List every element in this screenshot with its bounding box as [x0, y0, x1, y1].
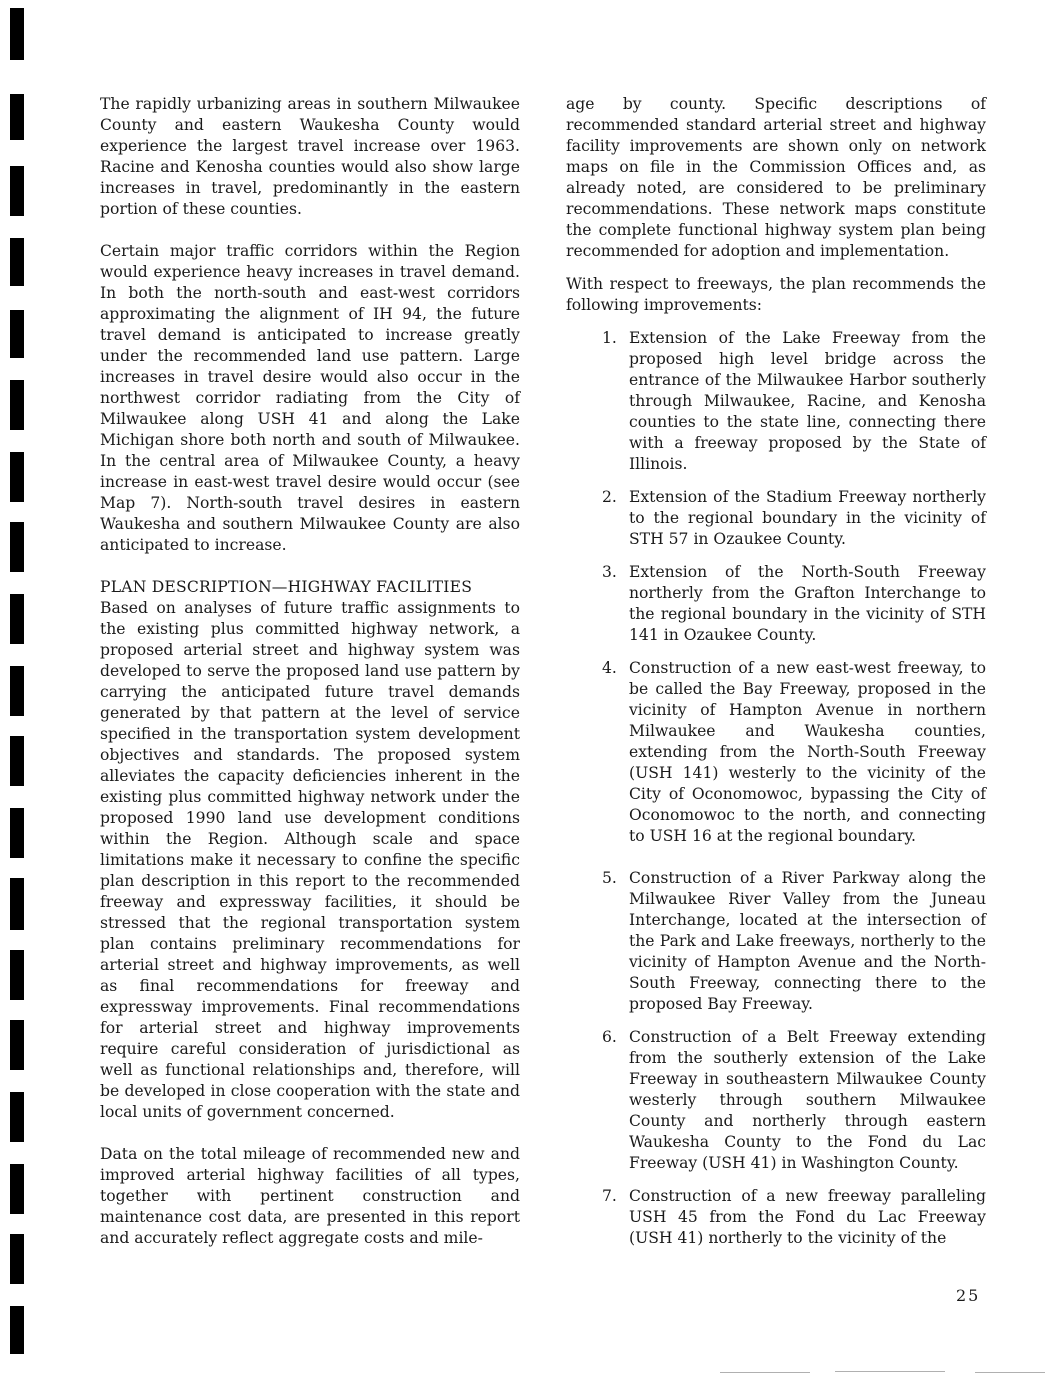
paragraph-freeway-intro: With respect to freeways, the plan recommends the following improvements: [566, 275, 986, 314]
binding-hole [10, 1092, 24, 1142]
list-item-number: 2. [602, 488, 617, 506]
binding-hole [10, 1164, 24, 1214]
binding-hole [10, 1020, 24, 1070]
list-item-number: 7. [602, 1187, 617, 1205]
page-number: 25 [956, 1286, 981, 1305]
binding-hole [10, 522, 24, 572]
list-item-number: 3. [602, 563, 617, 581]
scan-artifact [975, 1372, 1045, 1373]
scan-artifact [720, 1372, 810, 1373]
binding-hole [10, 666, 24, 716]
paragraph-plan-description: Based on analyses of future traffic assignments to the existing plus committed highway network, a proposed arterial street and highway system was developed to serve the proposed land use pattern by carrying the anticipated future travel demands generated by that pattern at the level of service specified in the transportation system development objectives and standards. The proposed system alleviates the capacity deficiencies inherent in the existing plus committed highway network under the proposed 1990 land use development conditions within the Region. Although scale and space limitations make it necessary to confine the specific plan description in this report to the recommended freeway and expressway facilities, it should be stressed that the regional transportation system plan contains preliminary recommendations for arterial street and highway improvements, as well as final recommendations for freeway and expressway improvements. Final recommendations for arterial street and highway improvements require careful consideration of jurisdictional as well as functional relationships and, therefore, will be developed in close cooperation with the state and local units of government concerned. [100, 599, 520, 1121]
list-item [566, 1027, 986, 1174]
binding-hole [10, 950, 24, 1000]
list-item [566, 328, 986, 475]
list-item-number: 6. [602, 1028, 617, 1046]
list-item [566, 562, 986, 646]
list-item [566, 868, 986, 1015]
binding-hole [10, 8, 24, 60]
list-item-text: Construction of a River Parkway along the Milwaukee River Valley from the Juneau Interchange, located at the intersection of the Park and Lake freeways, northerly to the vicinity of Hampton Avenue and the North-South Freeway, connecting there to the proposed Bay Freeway. [629, 869, 986, 1013]
binding-hole [10, 94, 24, 140]
section-heading: PLAN DESCRIPTION—HIGHWAY FACILITIES [100, 578, 473, 596]
binding-hole [10, 310, 24, 358]
list-item-number: 1. [602, 329, 617, 347]
list-item [566, 658, 986, 847]
list-item-number: 4. [602, 659, 617, 677]
list-item-text: Construction of a Belt Freeway extending from the southerly extension of the Lake Freeway in southeastern Milwaukee County westerly through southern Milwaukee County and northerly through eastern Waukesha County to the Fond du Lac Freeway (USH 41) in Washington County. [629, 1028, 986, 1172]
binding-hole [10, 1234, 24, 1284]
binding-hole [10, 166, 24, 216]
paragraph-traffic-corridors: Certain major traffic corridors within the Region would experience heavy increases in travel demand. In both the north-south and east-west corridors approximating the alignment of IH 94, the future travel demand is anticipated to increase greatly under the recommended land use pattern. Large increases in travel desire would also occur in the northwest corridor radiating from the City of Milwaukee along USH 41 and along the Lake Michigan shore both north and south of Milwaukee. In the central area of Milwaukee County, a heavy increase in east-west travel desire would occur (see Map 7). North-south travel desires in eastern Waukesha and southern Milwaukee County are also anticipated to increase. [100, 242, 520, 554]
paragraph-urbanizing-areas: The rapidly urbanizing areas in southern Milwaukee County and eastern Waukesha County would experience the largest travel increase over 1963. Racine and Kenosha counties would also show large increases in travel, predominantly in the eastern portion of these counties. [100, 95, 520, 218]
right-column [566, 94, 986, 1249]
left-column [100, 94, 520, 1249]
list-item-text: Extension of the North-South Freeway northerly from the Grafton Interchange to the regional boundary in the vicinity of STH 141 in Ozaukee County. [629, 563, 986, 644]
list-item-text: Extension of the Stadium Freeway northerly to the regional boundary in the vicinity of STH 57 in Ozaukee County. [629, 488, 986, 548]
binding-hole [10, 1306, 24, 1354]
list-item [566, 487, 986, 550]
list-item-text: Construction of a new freeway paralleling USH 45 from the Fond du Lac Freeway (USH 41) northerly to the vicinity of the [629, 1187, 986, 1247]
list-item-number: 5. [602, 869, 617, 887]
binding-hole [10, 736, 24, 786]
binding-hole [10, 878, 24, 930]
paragraph-network-maps: age by county. Specific descriptions of recommended standard arterial street and highway facility improvements are shown only on network maps on file in the Commission Offices and, as already noted, are considered to be preliminary recommendations. These network maps constitute the complete functional highway system plan being recommended for adoption and implementation. [566, 95, 986, 260]
paragraph-mileage-data: Data on the total mileage of recommended new and improved arterial highway facilities of all types, together with pertinent construction and maintenance cost data, are presented in this report and accurately reflect aggregate costs and mile- [100, 1145, 520, 1247]
binding-hole [10, 452, 24, 502]
scan-artifact [835, 1371, 945, 1372]
freeway-improvements-list [566, 328, 986, 1249]
binding-hole [10, 238, 24, 286]
binding-hole [10, 594, 24, 644]
binding-hole [10, 808, 24, 858]
list-item [566, 1186, 986, 1249]
binding-hole [10, 380, 24, 430]
list-item-text: Extension of the Lake Freeway from the proposed high level bridge across the entrance of the Milwaukee Harbor southerly through Milwaukee, Racine, and Kenosha counties to the state line, connecting there with a freeway proposed by the State of Illinois. [629, 329, 986, 473]
binding-holes [10, 0, 24, 1380]
list-item-text: Construction of a new east-west freeway, to be called the Bay Freeway, proposed in the vicinity of Hampton Avenue in northern Milwaukee and Waukesha counties, extending from the North-South Freeway (USH 141) westerly to the vicinity of the City of Oconomowoc, bypassing the City of Oconomowoc to the north, and connecting to USH 16 at the regional boundary. [629, 659, 986, 845]
